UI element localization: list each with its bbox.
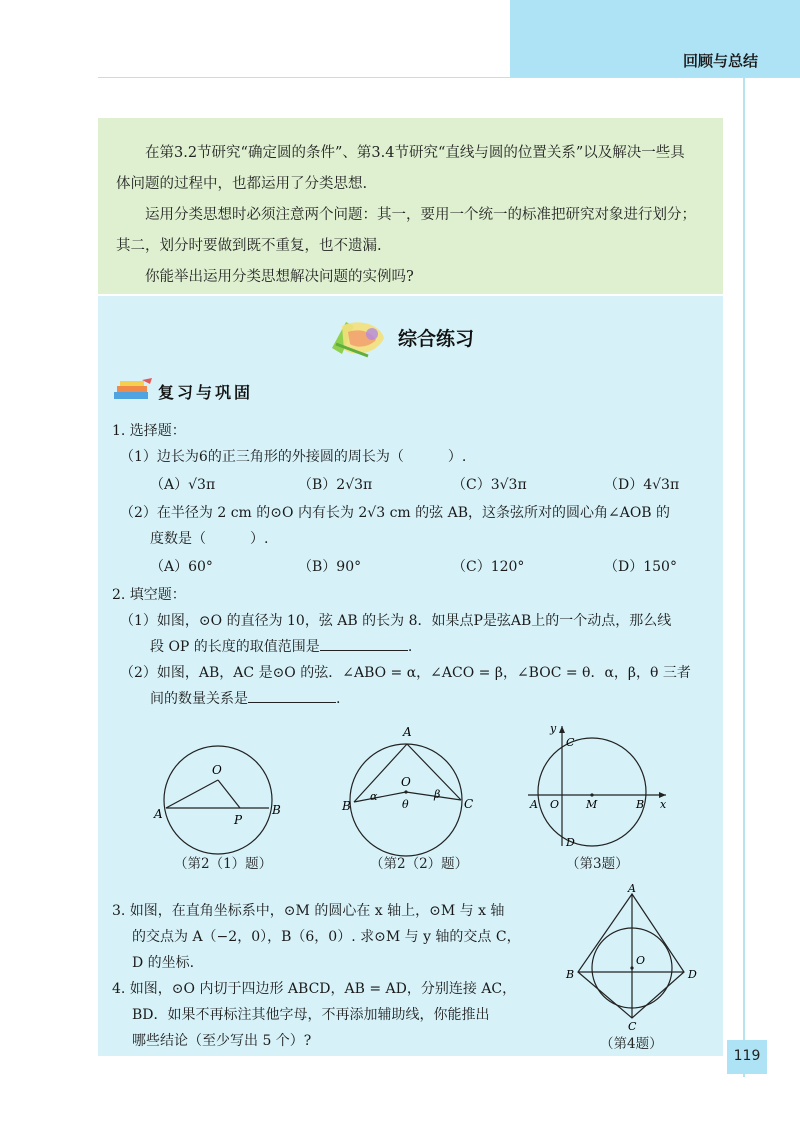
header-rule — [98, 77, 800, 78]
fig2-label-b: B — [342, 799, 351, 813]
q1-part2-option-c: （C）120° — [452, 559, 525, 575]
fig3-label-a: A — [530, 798, 538, 811]
exercise-box — [98, 296, 723, 1056]
q2-part1-line2-text: 段 OP 的长度的取值范围是 — [150, 639, 320, 655]
subsection-title-text: 复习与巩固 — [158, 383, 254, 402]
figure-2-1 — [148, 728, 288, 868]
q2-part2-line2 — [150, 688, 340, 708]
fig1-label-a: A — [154, 807, 163, 821]
q2-part1-line2 — [150, 636, 412, 656]
page-number-box — [727, 1040, 767, 1074]
side-rule — [743, 77, 745, 1077]
fig3-label-y: y — [550, 722, 557, 735]
fill-blank — [320, 638, 408, 651]
review-summary-box — [98, 118, 723, 294]
q1-part1-option-d: （D）4√3π — [604, 477, 680, 493]
q1-part2-stem-line2 — [150, 528, 268, 548]
fig2-label-o: O — [401, 775, 411, 789]
fig3-label-b: B — [636, 798, 645, 811]
q2-part2-line1: （2）如图，AB，AC 是⊙O 的弦．∠ABO = α，∠ACO = β，∠BOC = θ．α，β，θ 三者 — [120, 665, 691, 681]
fig1-label-o: O — [212, 763, 222, 777]
fig3-label-x: x — [660, 798, 667, 811]
fig3-label-c: C — [566, 736, 575, 749]
period: . — [336, 691, 341, 707]
q4-line1: 4. 如图，⊙O 内切于四边形 ABCD，AB = AD，分别连接 AC， — [112, 981, 517, 997]
q1-part1-stem — [120, 446, 466, 466]
section-title-text: 综合练习 — [398, 328, 475, 350]
q1-part2-stem-line1: （2）在半径为 2 cm 的⊙O 内有长为 2√3 cm 的弦 AB，这条弦所对的圆心角∠AOB 的 — [120, 505, 671, 521]
figure-2-2 — [336, 716, 486, 866]
q1-part2-option-b: （B）90° — [298, 559, 362, 575]
fig2-label-a: A — [403, 725, 412, 739]
q1-part1-stem-text: （1）边长为6的正三角形的外接圆的周长为（ — [120, 449, 404, 465]
fill-blank — [248, 690, 336, 703]
q3-line3: D 的坐标. — [132, 955, 195, 971]
q1-part1-stem-end: ）. — [447, 449, 467, 465]
fig1-label-p: P — [234, 813, 243, 827]
q4-line2: BD．如果不再标注其他字母，不再添加辅助线，你能推出 — [132, 1007, 490, 1023]
q2-title: 2. 填空题： — [112, 587, 186, 603]
section-title — [328, 318, 528, 358]
fig4-label-d: D — [688, 968, 697, 981]
q1-title: 1. 选择题： — [112, 423, 186, 439]
fig4-label-o: O — [636, 954, 646, 967]
q3-line1: 3. 如图，在直角坐标系中，⊙M 的圆心在 x 轴上，⊙M 与 x 轴 — [112, 903, 505, 919]
q1-part2-option-d: （D）150° — [604, 559, 677, 575]
figure-4-caption: （第4题） — [600, 1036, 663, 1052]
running-header-title: 回顾与总结 — [682, 52, 758, 70]
section-decoration-icon — [328, 318, 388, 360]
fig3-label-o: O — [550, 798, 560, 811]
review-paragraph: 你能举出运用分类思想解决问题的实例吗? — [145, 269, 414, 285]
review-paragraph: 运用分类思想时必须注意两个问题：其一，要用一个统一的标准把研究对象进行划分；其二，划分时要做到既不重复，也不遗漏. — [116, 207, 696, 254]
q2-part1-line1: （1）如图，⊙O 的直径为 10，弦 AB 的长为 8．如果点P是弦AB上的一个动点，那么线 — [120, 613, 672, 629]
q1-part2-option-a: （A）60° — [150, 559, 213, 575]
figure-3-caption: （第3题） — [566, 856, 629, 872]
q1-part2-stem-start: 度数是（ — [150, 531, 206, 547]
q2-part2-line2-text: 间的数量关系是 — [150, 691, 248, 707]
fig2-label-c: C — [464, 797, 474, 811]
fig4-label-c: C — [628, 1020, 637, 1033]
figure-2-1-caption: （第2（1）题） — [174, 856, 273, 872]
q1-part1-option-a: （A）√3π — [150, 477, 216, 493]
fig2-label-alpha: α — [370, 790, 378, 803]
fig4-label-a: A — [628, 884, 636, 895]
figure-2-2-caption: （第2（2）题） — [370, 856, 469, 872]
fig4-label-b: B — [566, 968, 575, 981]
q1-part1-option-b: （B）2√3π — [298, 477, 373, 493]
q4-line3: 哪些结论（至少写出 5 个）? — [132, 1033, 312, 1049]
page-number: 119 — [733, 1048, 761, 1064]
fig2-label-beta: β — [434, 788, 441, 801]
fig2-label-theta: θ — [402, 798, 409, 811]
period: . — [407, 639, 413, 655]
books-icon — [112, 378, 154, 402]
subsection-title — [112, 376, 312, 406]
q3-line2: 的交点为 A（−2，0），B（6，0）. 求⊙M 与 y 轴的交点 C， — [132, 929, 521, 945]
q1-part1-option-c: （C）3√3π — [452, 477, 527, 493]
fig3-label-m: M — [586, 798, 598, 811]
figure-3 — [526, 720, 676, 850]
review-paragraph: 在第3.2节研究“确定圆的条件”、第3.4节研究“直线与圆的位置关系”以及解决一些具体问题的过程中，也都运用了分类思想. — [116, 145, 685, 192]
fig1-label-b: B — [272, 803, 281, 817]
figure-4 — [560, 884, 700, 1034]
q1-part2-stem-end: ）. — [250, 531, 269, 547]
fig3-label-d: D — [566, 836, 575, 849]
